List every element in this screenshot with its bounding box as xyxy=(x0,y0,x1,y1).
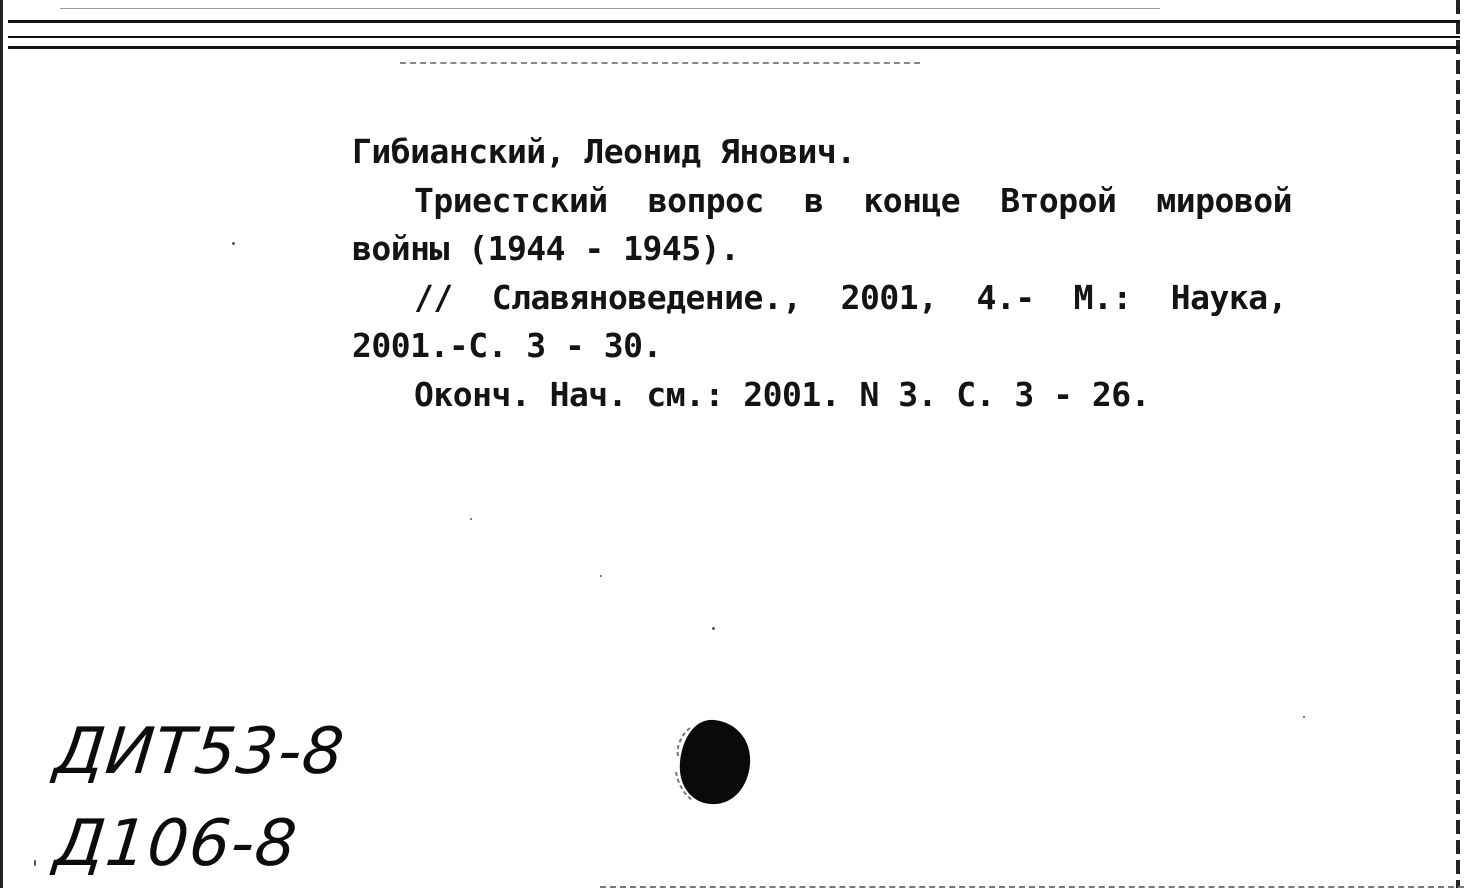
header-rule-3 xyxy=(8,46,1460,49)
title-line xyxy=(352,177,1292,226)
continuation-note: Оконч. Нач. см.: 2001. N 3. С. 3 - 26. xyxy=(414,374,1150,414)
source-word: Славяноведение., xyxy=(491,277,802,317)
title-word: вопрос xyxy=(647,180,764,220)
source-word: М.: xyxy=(1073,277,1132,317)
source-word: 4.- xyxy=(976,277,1035,317)
paper-speck xyxy=(470,518,472,520)
paper-speck xyxy=(232,242,235,245)
title-word: в xyxy=(803,180,824,220)
punched-hole xyxy=(674,716,754,808)
paper-speck xyxy=(34,860,36,866)
title-word: конце xyxy=(863,180,961,220)
paper-speck xyxy=(1303,716,1305,718)
header-rule-1 xyxy=(8,20,1460,23)
header-rule-2 xyxy=(8,36,1460,38)
header-dashed-line xyxy=(400,62,920,64)
card-right-edge xyxy=(1456,0,1460,888)
shelf-mark-2: Д106-8 xyxy=(51,807,301,881)
title-word: мировой xyxy=(1156,180,1292,220)
source-word: 2001, xyxy=(840,277,938,317)
header-faint-line xyxy=(60,8,1160,9)
source-word: // xyxy=(414,277,453,317)
title-word: Второй xyxy=(1000,180,1117,220)
card-left-edge xyxy=(0,0,3,888)
shelf-mark-1: ДИТ53-8 xyxy=(51,715,349,789)
paper-speck xyxy=(600,575,602,577)
author-heading: Гибианский, Леонид Янович. xyxy=(352,132,856,171)
bibliographic-entry xyxy=(352,128,1302,419)
source-word: Наука, xyxy=(1170,277,1287,317)
title-word: Триестский xyxy=(414,180,608,220)
title-continuation: войны (1944 - 1945). xyxy=(352,229,740,268)
paper-speck xyxy=(712,627,715,630)
source-pages: 2001.-С. 3 - 30. xyxy=(352,326,662,365)
source-line xyxy=(352,274,1287,323)
